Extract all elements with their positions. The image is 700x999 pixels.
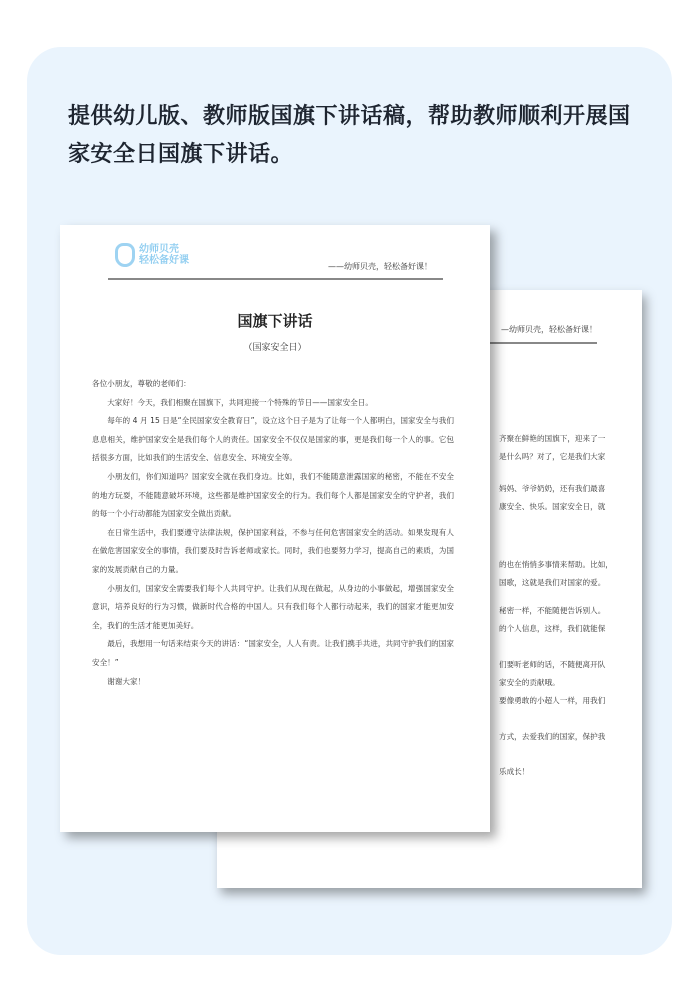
- paragraph: 谢谢大家！: [107, 676, 146, 686]
- text-fragment: 方式，去爱我们的国家，保护我: [499, 732, 606, 741]
- document-subtitle: （国家安全日）: [243, 343, 307, 353]
- paragraph: 各位小朋友，尊敬的老师们：: [92, 379, 191, 388]
- paragraph: 最后，我想用一句话来结束今天的讲话：“国家安全，人人有责。让我们携手共进，共同守护我们的国家安全！”: [92, 639, 454, 667]
- text-fragment: 的也在悄悄多事情来帮助。比如，: [499, 560, 613, 569]
- page-slogan: —幼师贝壳，轻松备好课！: [501, 325, 597, 334]
- text-fragment: 秘密一样，不能随便告诉别人。: [499, 606, 606, 615]
- text-fragment: 家安全的贡献哦。: [499, 678, 560, 687]
- paragraph: 小朋友们，国家安全需要我们每个人共同守护。让我们从现在做起，从身边的小事做起，增强国家安全意识，培养良好的行为习惯，做新时代合格的中国人。只有我们每个人都行动起来，我们的国家才能更加安全，我们的生活才能更加美好。: [92, 583, 454, 630]
- document-body: [92, 375, 454, 691]
- header-rule: [108, 278, 443, 280]
- text-fragment: 国歌，这就是我们对国家的爱。: [499, 578, 606, 587]
- text-fragment: 们要听老师的话，不随便离开队: [499, 660, 606, 669]
- card-heading: 提供幼儿版、教师版国旗下讲话稿，帮助教师顺利开展国家安全日国旗下讲话。: [68, 104, 631, 167]
- paragraph: 大家好！今天，我们相聚在国旗下，共同迎接一个特殊的节日——国家安全日。: [107, 397, 373, 407]
- shell-logo-icon: [115, 243, 135, 267]
- text-fragment: 齐聚在鲜艳的国旗下，迎来了一: [499, 434, 606, 443]
- text-fragment: 要像勇敢的小超人一样，用我们: [499, 696, 606, 705]
- brand-logo: [115, 243, 189, 267]
- document-page-front: [60, 225, 490, 832]
- page-slogan: ——幼师贝壳，轻松备好课！: [328, 262, 432, 271]
- text-fragment: 妈妈、爷爷奶奶，还有我们最喜: [499, 484, 606, 493]
- text-fragment: 的个人信息，这样，我们就能保: [499, 624, 606, 633]
- text-fragment: 是什么吗？对了，它是我们大家: [499, 452, 606, 461]
- logo-line1: 幼师贝壳: [139, 244, 179, 255]
- paragraph: 每年的 4 月 15 日是“全民国家安全教育日”，设立这个日子是为了让每一个人都明白，国家安全与我们息息相关，维护国家安全是我们每个人的责任。国家安全不仅仅是国家的事，更是我们每一个人的事。它包括很多方面，比如我们的生活安全、信息安全、环境安全等。: [92, 416, 454, 463]
- paragraph: 小朋友们，你们知道吗？国家安全就在我们身边。比如，我们不能随意泄露国家的秘密，不能在不安全的地方玩耍，不能随意破坏环境，这些都是维护国家安全的行为。我们每个人都是国家安全的守护者，我们的每一个小行动都能为国家安全做出贡献。: [92, 471, 454, 519]
- text-fragment: 康安全、快乐。国家安全日，就: [499, 502, 606, 511]
- document-title: 国旗下讲话: [237, 312, 313, 330]
- text-fragment: 乐成长！: [499, 767, 530, 776]
- logo-line2: 轻松备好课: [139, 255, 189, 266]
- paragraph: 在日常生活中，我们要遵守法律法规，保护国家利益，不参与任何危害国家安全的活动。如果发现有人在做危害国家安全的事情，我们要及时告诉老师或家长。同时，我们也要努力学习，提高自己的素质，为国家的发展贡献自己的力量。: [92, 527, 454, 574]
